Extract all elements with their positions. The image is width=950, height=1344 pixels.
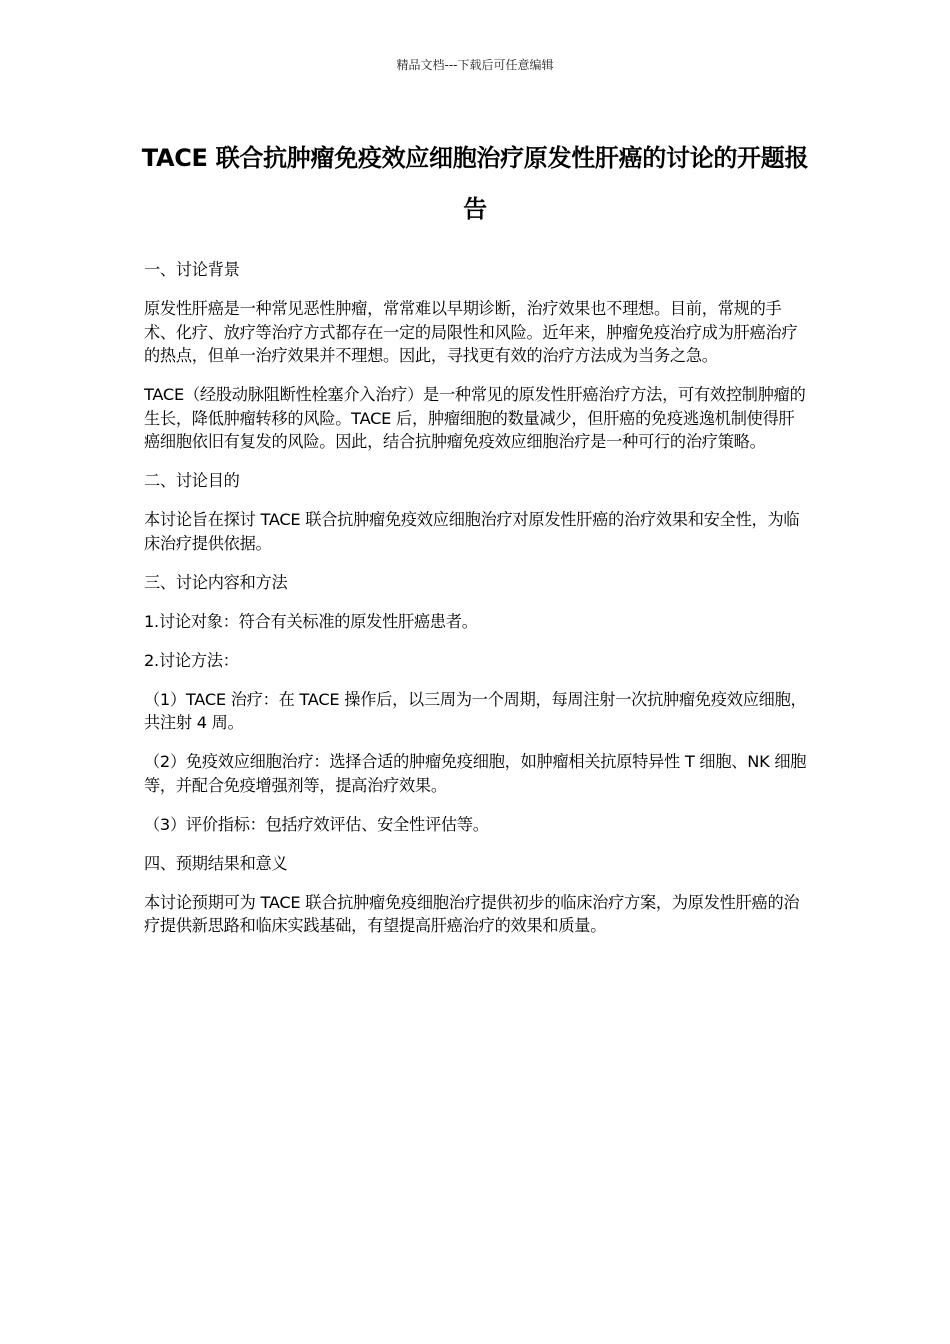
- methods-item-2: （2）免疫效应细胞治疗：选择合适的肿瘤免疫细胞，如肿瘤相关抗原特异性 T 细胞、NK 细胞等，并配合免疫增强剂等，提高治疗效果。: [144, 752, 807, 795]
- section-heading-purpose: 二、讨论目的: [144, 471, 240, 490]
- document-body: [144, 258, 808, 953]
- section-heading-expectation: 四、预期结果和意义: [144, 853, 288, 873]
- methods-item-3: （3）评价指标：包括疗效评估、安全性评估等。: [144, 814, 489, 834]
- methods-label: 2.讨论方法：: [144, 650, 239, 670]
- document-title: TACE 联合抗肿瘤免疫效应细胞治疗原发性肝癌的讨论的开题报告: [141, 144, 809, 223]
- background-paragraph-2: TACE（经股动脉阻断性栓塞介入治疗）是一种常见的原发性肝癌治疗方法，可有效控制肿瘤的生长，降低肿瘤转移的风险。TACE 后，肿瘤细胞的数量减少，但肝癌的免疫逃逸机制使得肝癌细胞依旧有复发的风险。因此，结合抗肿瘤免疫效应细胞治疗是一种可行的治疗策略。: [144, 385, 806, 451]
- background-paragraph-1: 原发性肝癌是一种常见恶性肿瘤，常常难以早期诊断，治疗效果也不理想。目前，常规的手术、化疗、放疗等治疗方式都存在一定的局限性和风险。近年来，肿瘤免疫治疗成为肝癌治疗的热点，但单一治疗效果并不理想。因此，寻找更有效的治疗方法成为当务之急。: [144, 299, 798, 365]
- methods-item-1: （1）TACE 治疗：在 TACE 操作后，以三周为一个周期，每周注射一次抗肿瘤免疫效应细胞，共注射 4 周。: [144, 689, 807, 732]
- purpose-paragraph: 本讨论旨在探讨 TACE 联合抗肿瘤免疫效应细胞治疗对原发性肝癌的治疗效果和安全性，为临床治疗提供依据。: [144, 510, 800, 553]
- methods-subject: 1.讨论对象：符合有关标准的原发性肝癌患者。: [144, 611, 478, 631]
- page-header-note: 精品文档---下载后可任意编辑: [396, 58, 554, 72]
- section-heading-background: 一、讨论背景: [144, 260, 240, 279]
- section-heading-methods: 三、讨论内容和方法: [144, 572, 288, 592]
- expectation-paragraph: 本讨论预期可为 TACE 联合抗肿瘤免疫细胞治疗提供初步的临床治疗方案，为原发性肝癌的治疗提供新思路和临床实践基础，有望提高肝癌治疗的效果和质量。: [144, 892, 800, 935]
